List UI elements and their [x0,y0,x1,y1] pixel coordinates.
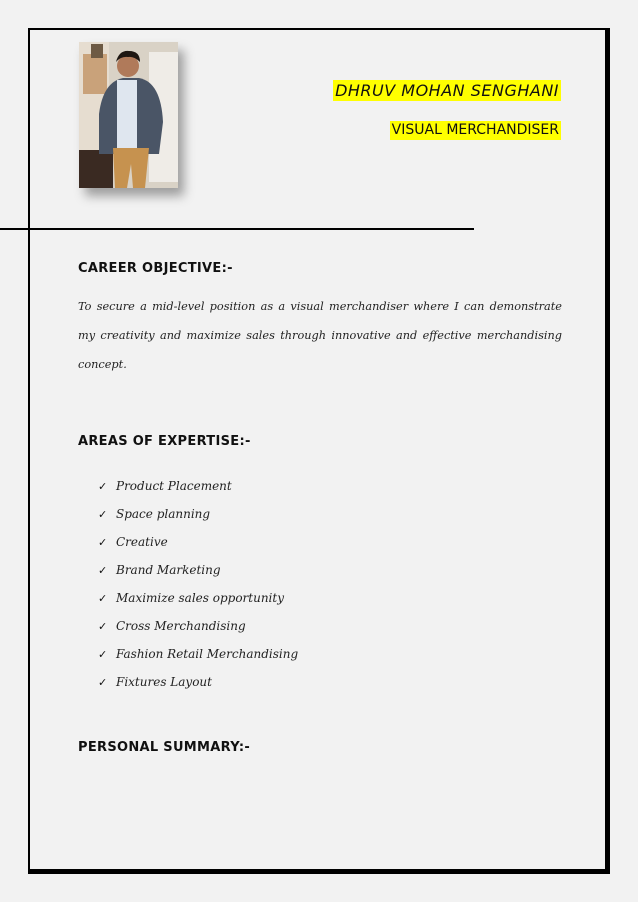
expertise-item-label: Fixtures Layout [116,675,212,689]
list-item [98,668,298,696]
job-title: VISUAL MERCHANDISER [391,122,559,139]
list-item [98,472,298,500]
checkmark-icon: ✓ [98,619,108,633]
checkmark-icon: ✓ [98,507,108,521]
checkmark-icon: ✓ [98,647,108,661]
list-item [98,612,298,640]
list-item [98,528,298,556]
expertise-item-label: Cross Merchandising [116,619,246,633]
expertise-item-label: Creative [116,535,168,549]
list-item [98,584,298,612]
career-objective-heading: CAREER OBJECTIVE:- [78,261,233,276]
list-item [98,500,298,528]
name-block [333,80,561,140]
list-item [98,640,298,668]
expertise-item-label: Maximize sales opportunity [116,591,284,605]
photo-illustration-icon [79,42,178,188]
checkmark-icon: ✓ [98,535,108,549]
areas-of-expertise-heading: AREAS OF EXPERTISE:- [78,434,251,449]
expertise-item-label: Space planning [116,507,211,521]
checkmark-icon: ✓ [98,563,108,577]
header-divider [0,228,474,230]
checkmark-icon: ✓ [98,591,108,605]
checkmark-icon: ✓ [98,479,108,493]
profile-photo [79,42,178,188]
candidate-name: DHRUV MOHAN SENGHANI [335,81,559,100]
career-objective-text: To secure a mid-level position as a visual merchandiser where I can demonstrate my creativity and maximize sales through innovative and effective merchandising concept. [78,300,562,371]
personal-summary-heading: PERSONAL SUMMARY:- [78,740,251,755]
expertise-item-label: Product Placement [116,479,232,493]
expertise-list [98,472,298,696]
list-item [98,556,298,584]
expertise-item-label: Fashion Retail Merchandising [116,647,299,661]
checkmark-icon: ✓ [98,675,108,689]
expertise-item-label: Brand Marketing [116,563,221,577]
